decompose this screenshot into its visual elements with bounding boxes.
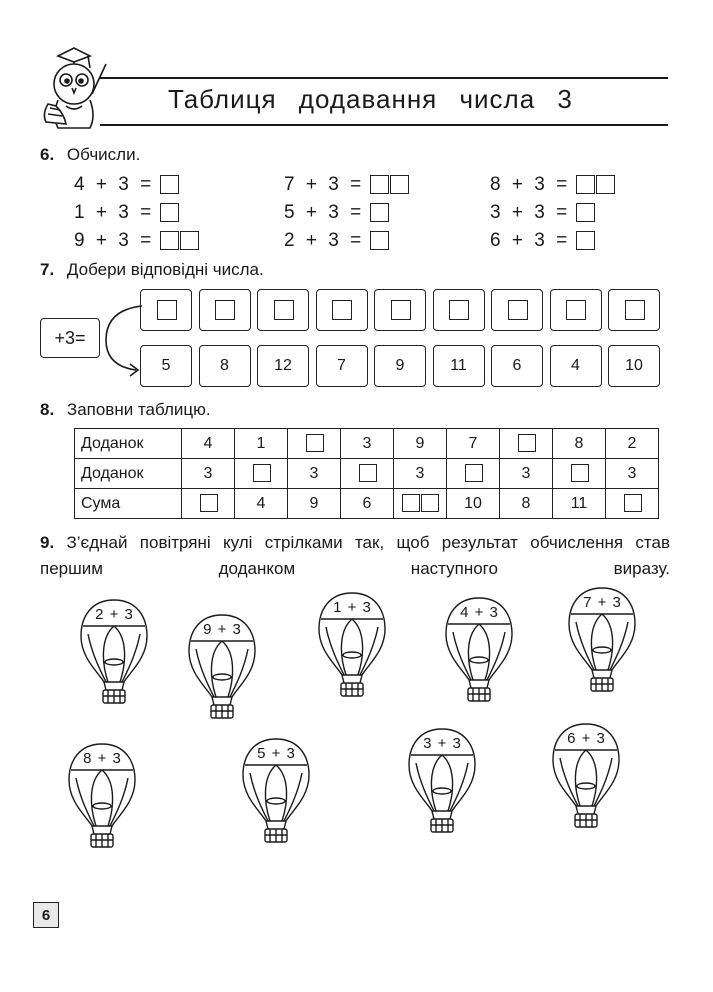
equation [74, 201, 179, 225]
number-card: 10 [608, 345, 660, 387]
table-cell: 10 [447, 489, 500, 519]
curved-arrow [100, 300, 144, 380]
answer-box[interactable] [508, 300, 528, 320]
task-9-heading [40, 530, 670, 582]
task-7-number: 7. [40, 260, 55, 279]
balloon-expression: 5 + 3 [257, 745, 295, 762]
answer-box[interactable] [370, 175, 389, 194]
answer-box[interactable] [200, 494, 218, 512]
balloon[interactable] [66, 742, 138, 852]
table-row [75, 459, 659, 489]
number-card: 8 [199, 345, 251, 387]
blank-cell [553, 459, 606, 489]
answer-box[interactable] [596, 175, 615, 194]
row-label: Доданок [75, 429, 182, 459]
balloon-expression: 7 + 3 [583, 594, 621, 611]
blank-cell [447, 459, 500, 489]
equation-expression: 3 + 3 = [490, 202, 568, 223]
operator-box: +3= [40, 318, 100, 358]
number-card: 12 [257, 345, 309, 387]
equation-expression: 4 + 3 = [74, 174, 152, 195]
balloon-expression: 8 + 3 [83, 750, 121, 767]
equation-expression: 1 + 3 = [74, 202, 152, 223]
answer-box[interactable] [571, 464, 589, 482]
task-8-number: 8. [40, 400, 55, 419]
task-7-heading [40, 260, 264, 280]
table-cell: 6 [341, 489, 394, 519]
table-cell: 11 [553, 489, 606, 519]
balloon-expression: 4 + 3 [460, 604, 498, 621]
answer-box[interactable] [465, 464, 483, 482]
blank-card [433, 289, 485, 331]
equation [284, 173, 409, 197]
answer-box[interactable] [160, 175, 179, 194]
answer-box[interactable] [306, 434, 324, 452]
balloon[interactable] [566, 586, 638, 696]
answer-box[interactable] [421, 494, 439, 512]
equation-expression: 2 + 3 = [284, 230, 362, 251]
number-card: 9 [374, 345, 426, 387]
table-row [75, 429, 659, 459]
balloon-expression: 6 + 3 [567, 730, 605, 747]
blank-card [316, 289, 368, 331]
balloon-expression: 2 + 3 [95, 606, 133, 623]
blank-cell [235, 459, 288, 489]
number-card: 4 [550, 345, 602, 387]
blank-card [608, 289, 660, 331]
row-label: Доданок [75, 459, 182, 489]
table-cell: 9 [288, 489, 341, 519]
table-cell: 4 [235, 489, 288, 519]
equation-expression: 5 + 3 = [284, 202, 362, 223]
answer-box[interactable] [180, 231, 199, 250]
task-6-text: Обчисли. [66, 145, 141, 164]
answer-box[interactable] [576, 175, 595, 194]
answer-box[interactable] [576, 203, 595, 222]
balloon[interactable] [316, 591, 388, 701]
task-7-text: Добери відповідні числа. [66, 260, 264, 279]
answer-box[interactable] [253, 464, 271, 482]
answer-box[interactable] [274, 300, 294, 320]
table-cell: 2 [606, 429, 659, 459]
answer-box[interactable] [625, 300, 645, 320]
header-rule-bottom [100, 124, 668, 126]
task-6-number: 6. [40, 145, 55, 164]
answer-box[interactable] [359, 464, 377, 482]
table-cell: 4 [182, 429, 235, 459]
number-card: 6 [491, 345, 543, 387]
answer-box[interactable] [370, 203, 389, 222]
balloon[interactable] [240, 737, 312, 847]
balloon[interactable] [186, 613, 258, 723]
page-title: Таблиця додавання числа 3 [168, 84, 573, 114]
table-cell: 3 [500, 459, 553, 489]
table-cell: 1 [235, 429, 288, 459]
equation [284, 229, 389, 253]
answer-box[interactable] [566, 300, 586, 320]
answer-box[interactable] [391, 300, 411, 320]
table-cell: 3 [394, 459, 447, 489]
balloon[interactable] [78, 598, 150, 708]
answer-box[interactable] [624, 494, 642, 512]
answer-box[interactable] [518, 434, 536, 452]
task-8-text: Заповни таблицю. [66, 400, 211, 419]
blank-card [140, 289, 192, 331]
answer-box[interactable] [402, 494, 420, 512]
balloon-expression: 1 + 3 [333, 599, 371, 616]
equation-expression: 6 + 3 = [490, 230, 568, 251]
answer-box[interactable] [160, 203, 179, 222]
table-cell: 3 [182, 459, 235, 489]
answer-box[interactable] [215, 300, 235, 320]
blank-card [550, 289, 602, 331]
table-cell: 8 [500, 489, 553, 519]
blank-card [374, 289, 426, 331]
table-cell: 9 [394, 429, 447, 459]
balloon[interactable] [550, 722, 622, 832]
equation [490, 173, 615, 197]
blank-cell [182, 489, 235, 519]
blank-cell [341, 459, 394, 489]
answer-box[interactable] [370, 231, 389, 250]
answer-box[interactable] [332, 300, 352, 320]
equation [284, 201, 389, 225]
answer-box[interactable] [160, 231, 179, 250]
blank-cell [394, 489, 447, 519]
equation-expression: 7 + 3 = [284, 174, 362, 195]
header-rule-top [100, 77, 668, 79]
number-card: 11 [433, 345, 485, 387]
table-row [75, 489, 659, 519]
row-label: Сума [75, 489, 182, 519]
equation-expression: 9 + 3 = [74, 230, 152, 251]
equation [74, 229, 199, 253]
addition-table [74, 428, 659, 519]
balloon-expression: 9 + 3 [203, 621, 241, 638]
blank-card [491, 289, 543, 331]
task-9-text: З’єднай повітряні кулі стрілками так, щоб результат обчислення став першим доданком наступного виразу. [40, 533, 670, 578]
blank-cell [606, 489, 659, 519]
number-card: 5 [140, 345, 192, 387]
blank-card [257, 289, 309, 331]
task-8-heading [40, 400, 211, 420]
table-cell: 3 [606, 459, 659, 489]
equation [490, 201, 595, 225]
number-card: 7 [316, 345, 368, 387]
table-cell: 3 [288, 459, 341, 489]
answer-box[interactable] [157, 300, 177, 320]
equation [74, 173, 179, 197]
page-number: 6 [33, 902, 59, 928]
table-cell: 3 [341, 429, 394, 459]
table-cell: 7 [447, 429, 500, 459]
balloon[interactable] [406, 727, 478, 837]
answer-box[interactable] [390, 175, 409, 194]
answer-box[interactable] [449, 300, 469, 320]
table-cell: 8 [553, 429, 606, 459]
blank-cell [500, 429, 553, 459]
answer-box[interactable] [576, 231, 595, 250]
blank-card [199, 289, 251, 331]
equation [490, 229, 595, 253]
balloon[interactable] [443, 596, 515, 706]
balloon-expression: 3 + 3 [423, 735, 461, 752]
equation-expression: 8 + 3 = [490, 174, 568, 195]
blank-cell [288, 429, 341, 459]
task-6-heading [40, 145, 140, 165]
owl-teacher-icon [36, 44, 110, 130]
task-9-number: 9. [40, 533, 55, 552]
